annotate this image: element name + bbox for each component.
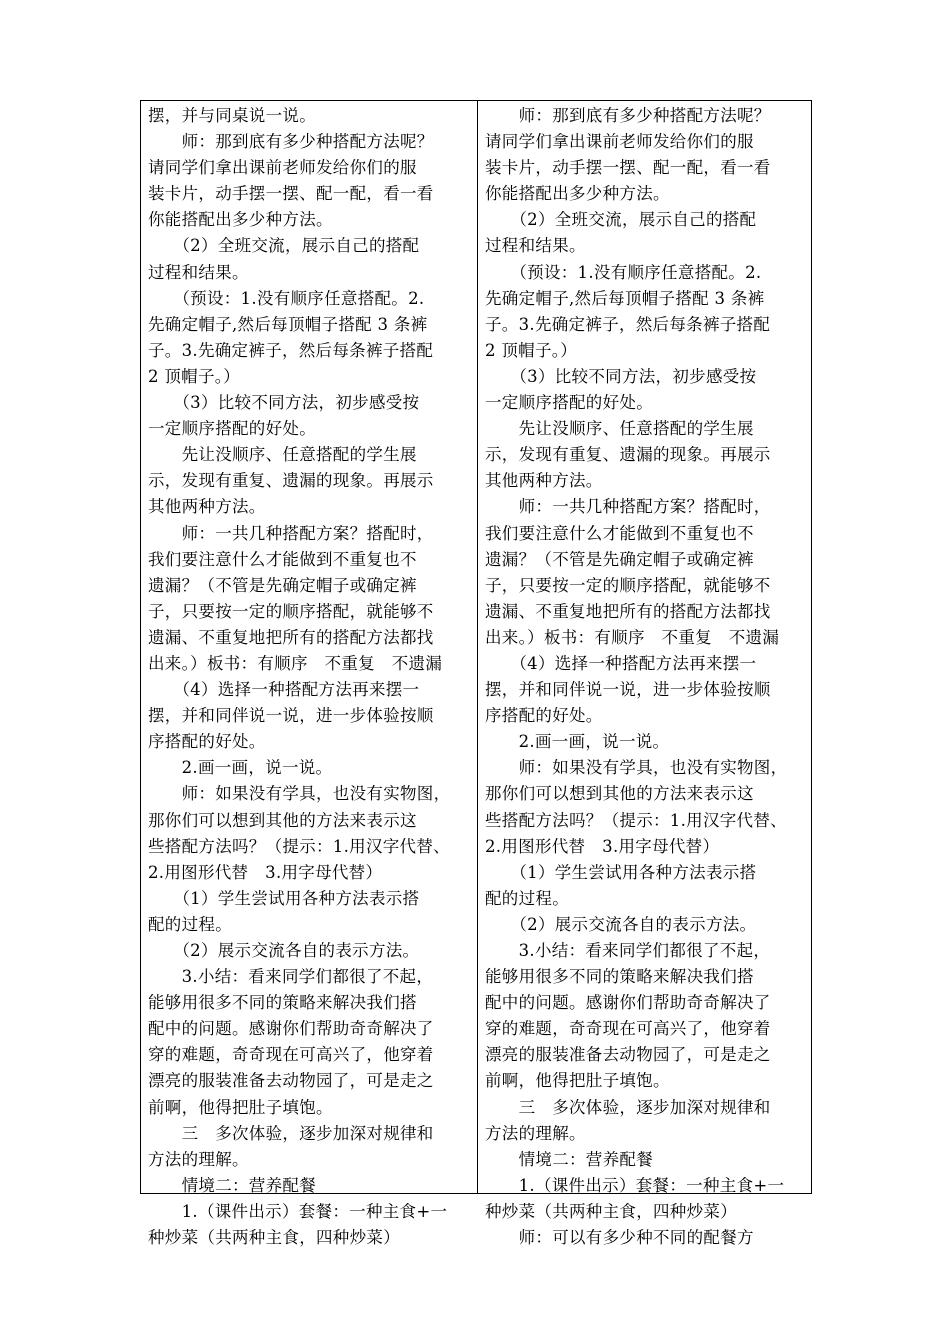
- text-line: （2）展示交流各自的表示方法。: [485, 914, 757, 934]
- text-line: 摆，并和同伴说一说，进一步体验按顺: [485, 680, 771, 700]
- text-line: 师：如果没有学具，也没有实物图，: [485, 758, 788, 778]
- text-line: 2 顶帽子。）: [485, 340, 578, 360]
- text-line: 三 多次体验，逐步加深对规律和: [148, 1123, 434, 1143]
- text-line: 遗漏、不重复地把所有的搭配方法都找: [485, 601, 771, 621]
- text-line: 子，只要按一定的顺序搭配，就能够不: [148, 601, 434, 621]
- text-line: 其他两种方法。: [148, 497, 266, 517]
- text-line: 师：那到底有多少种搭配方法呢？: [485, 106, 771, 125]
- text-line: （3）比较不同方法，初步感受按: [485, 366, 757, 386]
- text-line: 一定顺序搭配的好处。: [485, 393, 653, 413]
- text-line: 出来。）板书：有顺序 不重复 不遗漏: [148, 653, 443, 673]
- text-line: 三 多次体验，逐步加深对规律和: [485, 1097, 771, 1117]
- text-line: 序搭配的好处。: [148, 732, 266, 752]
- text-line: 子。3.先确定裤子，然后每条裤子搭配: [485, 314, 771, 334]
- text-line: 漂亮的服装准备去动物园了，可是走之: [485, 1045, 771, 1065]
- text-line: 遗漏、不重复地把所有的搭配方法都找: [148, 627, 434, 647]
- text-line: 师：那到底有多少种搭配方法呢？: [148, 132, 434, 152]
- text-line: 能够用很多不同的策略来解决我们搭: [485, 967, 754, 987]
- lesson-plan-table: [140, 100, 812, 1248]
- text-line: （2）展示交流各自的表示方法。: [148, 941, 420, 960]
- left-column: [141, 101, 478, 1248]
- text-line: 前啊，他得把肚子填饱。: [485, 1071, 670, 1091]
- text-line: 摆，并和同伴说一说，进一步体验按顺: [148, 706, 434, 726]
- text-line: 请同学们拿出课前老师发给你们的服: [148, 158, 417, 178]
- text-line: 穿的难题，奇奇现在可高兴了，他穿着: [485, 1019, 771, 1039]
- text-line: 我们要注意什么才能做到不重复也不: [148, 549, 417, 569]
- text-line: 3.小结：看来同学们都很了不起，: [148, 967, 434, 987]
- text-line: 先让没顺序、任意搭配的学生展: [485, 419, 754, 439]
- text-line: 1.（课件出示）套餐：一种主食+一: [148, 1201, 448, 1221]
- text-line: 2 顶帽子。）: [148, 366, 241, 386]
- text-line: 2.画一画，说一说。: [485, 732, 670, 752]
- text-line: 先确定帽子,然后每顶帽子搭配 3 条裤: [485, 288, 765, 308]
- text-line: （1）学生尝试用各种方法表示搭: [148, 888, 420, 908]
- text-line: （预设：1.没有顺序任意搭配。2.: [485, 262, 762, 282]
- text-line: 方法的理解。: [485, 1123, 586, 1143]
- text-line: 那你们可以想到其他的方法来表示这: [485, 784, 754, 804]
- text-line: 遗漏？（不管是先确定帽子或确定裤: [148, 575, 417, 595]
- text-line: 2.画一画，说一说。: [148, 758, 333, 778]
- text-line: 2.用图形代替 3.用字母代替）: [485, 836, 720, 856]
- text-line: 那你们可以想到其他的方法来表示这: [148, 810, 417, 830]
- text-line: 师：可以有多少种不同的配餐方: [485, 1228, 754, 1248]
- text-line: 示，发现有重复、遗漏的现象。再展示: [148, 471, 434, 491]
- right-column: [478, 101, 811, 1248]
- text-line: 先确定帽子,然后每顶帽子搭配 3 条裤: [148, 314, 428, 334]
- text-line: 前啊，他得把肚子填饱。: [148, 1097, 333, 1117]
- text-line: 些搭配方法吗？（提示：1.用汉字代替、: [485, 810, 787, 830]
- text-line: 情境二：营养配餐: [485, 1149, 653, 1169]
- text-line: （4）选择一种搭配方法再来摆一: [485, 653, 757, 673]
- text-line: （1）学生尝试用各种方法表示搭: [485, 862, 757, 882]
- text-line: 情境二：营养配餐: [148, 1175, 316, 1195]
- text-line: 我们要注意什么才能做到不重复也不: [485, 523, 754, 543]
- text-line: 1.（课件出示）套餐：一种主食+一: [485, 1175, 785, 1195]
- text-line: 师：如果没有学具，也没有实物图，: [148, 784, 451, 804]
- text-line: 先让没顺序、任意搭配的学生展: [148, 445, 417, 465]
- text-line: 穿的难题，奇奇现在可高兴了，他穿着: [148, 1045, 434, 1065]
- text-line: （4）选择一种搭配方法再来摆一: [148, 680, 420, 700]
- text-line: 师：一共几种搭配方案？搭配时，: [148, 523, 434, 543]
- text-line: 3.小结：看来同学们都很了不起，: [485, 941, 771, 960]
- text-line: 示，发现有重复、遗漏的现象。再展示: [485, 445, 771, 465]
- text-line: 2.用图形代替 3.用字母代替）: [148, 862, 383, 882]
- text-line: 配中的问题。感谢你们帮助奇奇解决了: [485, 993, 771, 1013]
- text-line: 请同学们拿出课前老师发给你们的服: [485, 132, 754, 152]
- text-line: 些搭配方法吗？（提示：1.用汉字代替、: [148, 836, 450, 856]
- text-line: （3）比较不同方法，初步感受按: [148, 393, 420, 413]
- text-line: 种炒菜（共两种主食，四种炒菜）: [485, 1201, 737, 1221]
- text-line: 子，只要按一定的顺序搭配，就能够不: [485, 575, 771, 595]
- text-line: 师：一共几种搭配方案？搭配时，: [485, 497, 771, 517]
- text-line: 出来。）板书：有顺序 不重复 不遗漏: [485, 627, 780, 647]
- text-line: 你能搭配出多少种方法。: [148, 210, 333, 230]
- text-line: 其他两种方法。: [485, 471, 603, 491]
- text-line: 摆，并与同桌说一说。: [148, 106, 316, 125]
- text-line: 遗漏？（不管是先确定帽子或确定裤: [485, 549, 754, 569]
- text-line: 方法的理解。: [148, 1149, 249, 1169]
- text-line: 一定顺序搭配的好处。: [148, 419, 316, 439]
- text-line: 配中的问题。感谢你们帮助奇奇解决了: [148, 1019, 434, 1039]
- text-line: 配的过程。: [148, 914, 232, 934]
- text-line: 能够用很多不同的策略来解决我们搭: [148, 993, 417, 1013]
- text-line: （预设：1.没有顺序任意搭配。2.: [148, 288, 425, 308]
- text-line: 序搭配的好处。: [485, 706, 603, 726]
- text-line: 过程和结果。: [485, 236, 586, 256]
- text-line: 过程和结果。: [148, 262, 249, 282]
- text-line: 种炒菜（共两种主食，四种炒菜）: [148, 1228, 400, 1248]
- text-line: 装卡片，动手摆一摆、配一配，看一看: [485, 158, 771, 178]
- text-line: （2）全班交流，展示自己的搭配: [485, 210, 757, 230]
- text-line: 子。3.先确定裤子，然后每条裤子搭配: [148, 340, 434, 360]
- text-line: （2）全班交流，展示自己的搭配: [148, 236, 420, 256]
- text-line: 配的过程。: [485, 888, 569, 908]
- text-line: 装卡片，动手摆一摆、配一配，看一看: [148, 184, 434, 204]
- text-line: 漂亮的服装准备去动物园了，可是走之: [148, 1071, 434, 1091]
- text-line: 你能搭配出多少种方法。: [485, 184, 670, 204]
